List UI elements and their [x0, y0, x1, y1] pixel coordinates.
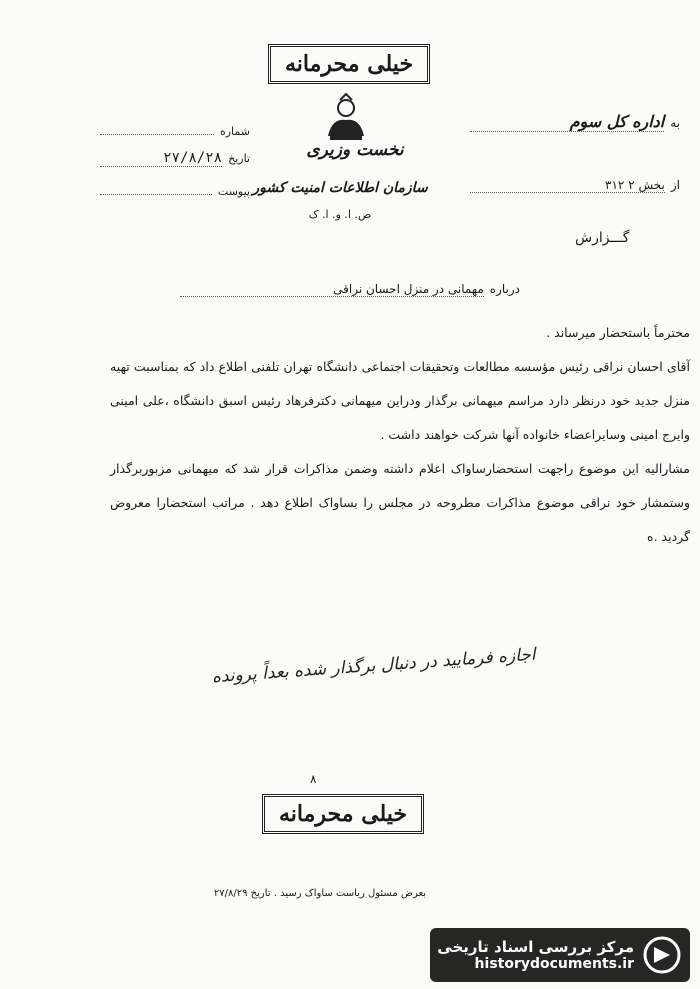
- from-row: [470, 178, 680, 193]
- confidential-stamp-bottom: خیلی محرمانه: [262, 794, 424, 834]
- org-name: سازمان اطلاعات امنیت کشور: [252, 180, 428, 196]
- watermark: [430, 928, 690, 982]
- body-paragraph-1: محترماً باستحضار میرساند .: [546, 325, 690, 340]
- to-label: به: [670, 116, 680, 130]
- number-value: [100, 120, 214, 135]
- org-title: نخست وزیری: [306, 140, 404, 160]
- attachment-value: [100, 180, 212, 195]
- attachment-label: پیوست: [217, 185, 250, 198]
- number-label: شماره: [219, 125, 250, 138]
- footer-note: بعرض مسئول ریاست ساواک رسید . تاریخ ۲۷/۸/۲۹: [213, 888, 427, 899]
- date-value: ۲۷/۸/۲۸: [100, 150, 222, 167]
- from-value: بخش ۲ ۳۱۲: [470, 178, 665, 193]
- to-row: [470, 112, 680, 132]
- subject-label: درباره: [489, 282, 520, 296]
- to-value: اداره کل سوم: [470, 112, 664, 132]
- archive-logo-icon: [642, 935, 682, 975]
- subject-line: [180, 282, 520, 297]
- number-row: [100, 120, 250, 138]
- letter-body: [110, 316, 690, 554]
- from-label: از: [670, 178, 680, 192]
- report-label: گـــزارش: [575, 230, 630, 246]
- org-code: ص. ا. و. ا. ک: [308, 208, 372, 221]
- page-mark: ۸: [310, 772, 317, 786]
- body-paragraph-2: آقای احسان نراقی رئیس مؤسسه مطالعات وتحقیقات اجتماعی دانشگاه تهران تلفنی اطلاع داد که بمناسبت تهیه منزل جدید خود درنظر دارد مراسم میهمانی برگذار ودراین میهمانی دکترفرهاد رئیس اسبق دانشگاه ،علی امینی وایرج امینی وسایراعضاء خانواده آنها شرکت خواهند داشت .: [110, 359, 690, 442]
- handwritten-note: اجازه فرمایید در دنبال برگذار شده بعداً پرونده: [211, 644, 537, 688]
- watermark-fa: مرکز بررسی اسناد تاریخی: [437, 938, 634, 956]
- watermark-en: historydocuments.ir: [474, 956, 634, 972]
- date-label: تاریخ: [228, 152, 250, 165]
- watermark-text: [437, 938, 634, 972]
- body-paragraph-3: مشارالیه این موضوع راجهت استحضارساواک اعلام داشته وضمن مذاکرات قرار شد که میهمانی مزبوربرگذار وستمشار خود نراقی موضوع مذاکرات مطروحه در مجلس را بساواک اطلاع دهد . مراتب استحضارا معروض گردید .ه: [110, 461, 690, 544]
- subject-value: مهمانی در منزل احسان نراقی: [180, 282, 484, 297]
- attachment-row: [100, 180, 250, 198]
- date-row: [100, 150, 250, 167]
- confidential-stamp-top: خیلی محرمانه: [268, 44, 430, 84]
